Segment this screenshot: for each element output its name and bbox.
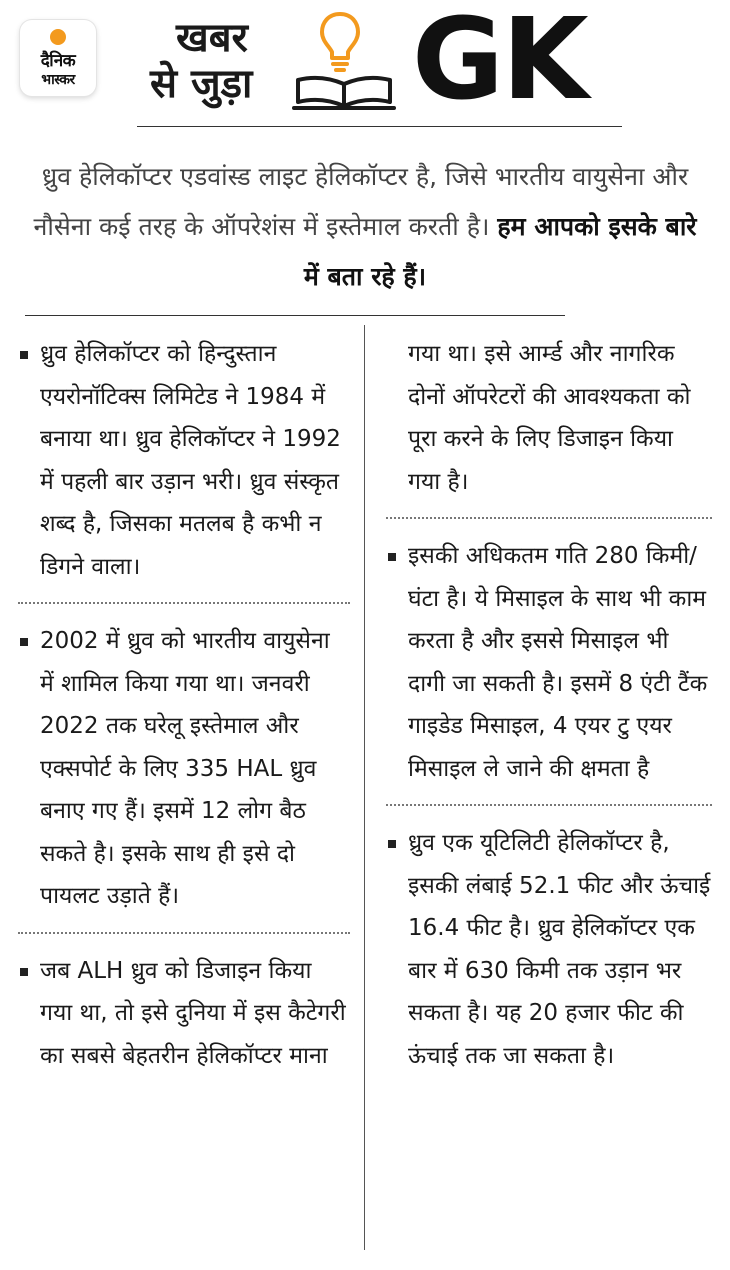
- bullet-square-icon: [388, 840, 396, 848]
- fact-continuation: गया था। इसे आर्म्ड और नागरिक दोनों ऑपरेटरों की आवश्यकता को पूरा करने के लिए डिजाइन किया गया है।: [408, 341, 691, 495]
- logo-line-1: दैनिक: [40, 51, 76, 71]
- column-divider: [364, 325, 365, 1250]
- gk-title: GK: [412, 0, 587, 125]
- fact-item: [386, 822, 712, 1077]
- intro-text: ध्रुव हेलिकॉप्टर एडवांस्ड लाइट हेलिकॉप्टर है, जिसे भारतीय वायुसेना और नौसेना कई तरह के ऑपरेशंस में इस्तेमाल करती है।: [33, 162, 689, 241]
- dainik-bhaskar-logo[interactable]: [20, 20, 96, 96]
- fact-item: [386, 535, 712, 790]
- lightbulb-icon: [318, 10, 362, 74]
- fact-item: [18, 950, 350, 1078]
- intro-paragraph: [28, 152, 702, 302]
- right-column: [386, 333, 712, 1077]
- sun-icon: [50, 29, 66, 45]
- intro-divider: [25, 315, 565, 316]
- bullet-square-icon: [388, 553, 396, 561]
- bullet-square-icon: [20, 638, 28, 646]
- left-column: [18, 333, 350, 1077]
- fact-text: जब ALH ध्रुव को डिजाइन किया गया था, तो इसे दुनिया में इस कैटेगरी का सबसे बेहतरीन हेलिकॉप्टर माना: [40, 957, 346, 1069]
- dotted-separator: [18, 602, 350, 604]
- dotted-separator: [386, 804, 712, 806]
- fact-item: [18, 620, 350, 918]
- heading-line-1: खबर: [176, 15, 248, 61]
- dotted-separator: [386, 517, 712, 519]
- logo-line-2: भास्कर: [41, 72, 75, 88]
- fact-text: ध्रुव हेलिकॉप्टर को हिन्दुस्तान एयरोनॉटिक्स लिमिटेड ने 1984 में बनाया था। ध्रुव हेलिकॉप्टर ने 1992 में पहली बार उड़ान भरी। ध्रुव संस्कृत शब्द है, जिसका मतलब है कभी न डिगने वाला।: [40, 341, 341, 580]
- bullet-square-icon: [20, 351, 28, 359]
- fact-text: इसकी अधिकतम गति 280 किमी/घंटा है। ये मिसाइल के साथ भी काम करता है और इससे मिसाइल भी दागी जा सकती है। इसमें 8 एंटी टैंक गाइडेड मिसाइल, 4 एयर टु एयर मिसाइल ले जाने की क्षमता है: [408, 543, 708, 782]
- fact-text: ध्रुव एक यूटिलिटी हेलिकॉप्टर है, इसकी लंबाई 52.1 फीट और ऊंचाई 16.4 फीट है। ध्रुव हेलिकॉप्टर एक बार में 630 किमी तक उड़ान भर सकता है। यह 20 हजार फीट की ऊंचाई तक जा सकता है।: [408, 830, 711, 1069]
- dotted-separator: [18, 932, 350, 934]
- open-book-icon: [292, 72, 396, 112]
- bullet-square-icon: [20, 968, 28, 976]
- fact-text: 2002 में ध्रुव को भारतीय वायुसेना में शामिल किया गया था। जनवरी 2022 तक घरेलू इस्तेमाल और एक्सपोर्ट के लिए 335 HAL ध्रुव बनाए गए हैं। इसमें 12 लोग बैठ सकते है। इसके साथ ही इसे दो पायलट उड़ाते हैं।: [40, 628, 330, 909]
- header: [0, 0, 730, 125]
- intro-bold-text: हम आपको इसके बारे में बता रहे हैं।: [303, 212, 697, 291]
- header-divider: [137, 126, 622, 127]
- fact-item: [18, 333, 350, 588]
- heading-line-2: से जुड़ा: [150, 61, 253, 107]
